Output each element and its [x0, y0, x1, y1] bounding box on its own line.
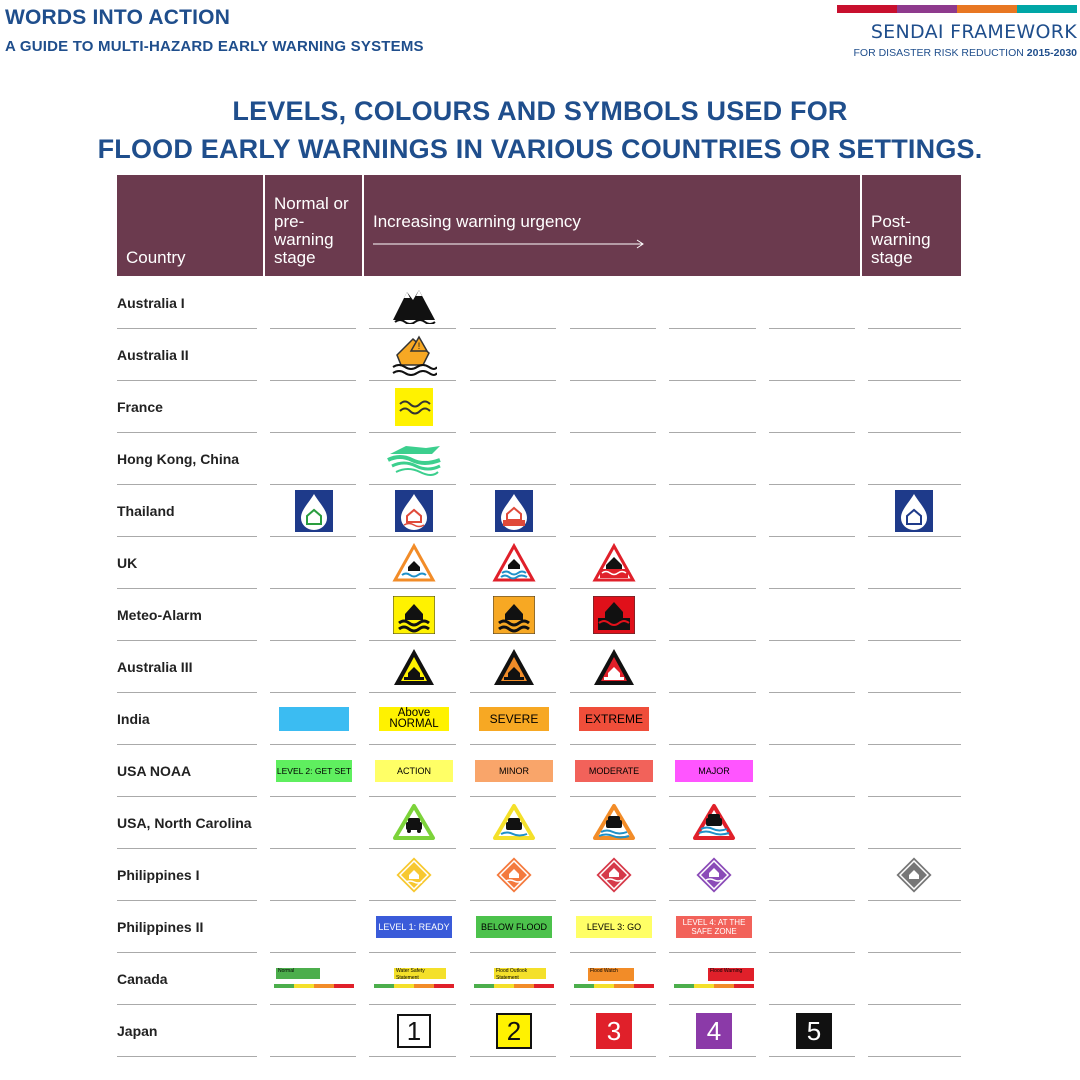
row-separator: [769, 328, 855, 329]
row-separator: [470, 328, 556, 329]
canada-water-safety-bar: Water Safety Statement: [368, 953, 460, 1005]
canada-flood-outlook-bar: Flood Outlook Statement: [468, 953, 560, 1005]
noaa-get-set: LEVEL 2: GET SET: [276, 760, 352, 782]
india-above-normal: Above NORMAL: [379, 707, 449, 731]
row-separator: [270, 588, 356, 589]
logo-tagline: FOR DISASTER RISK REDUCTION 2015-2030: [853, 47, 1077, 59]
row-separator: [669, 796, 756, 797]
row-separator: [470, 796, 556, 797]
row-separator: [570, 952, 656, 953]
row-separator: [117, 484, 257, 485]
row-separator: [117, 1004, 257, 1005]
row-separator: [470, 588, 556, 589]
row-separator: [769, 1004, 855, 1005]
row-separator: [369, 1004, 456, 1005]
row-separator: [270, 1004, 356, 1005]
row-separator: [470, 744, 556, 745]
row-separator: [369, 588, 456, 589]
japan-level-3: 3: [596, 1013, 632, 1049]
country-name: Australia III: [117, 659, 193, 675]
india-severe: SEVERE: [479, 707, 549, 731]
row-separator: [769, 744, 855, 745]
car-triangle-green-icon: [368, 797, 460, 849]
row-separator: [369, 1056, 456, 1057]
row-separator: [270, 848, 356, 849]
arrow-right-icon: [373, 238, 648, 250]
triangle-red-black-icon: [568, 641, 660, 693]
page-title: LEVELS, COLOURS AND SYMBOLS USED FOR FLOOD EARLY WARNINGS IN VARIOUS COUNTRIES OR SETTINGS.: [97, 96, 983, 164]
table-row: [0, 329, 1080, 381]
row-separator: [868, 692, 961, 693]
row-separator: [669, 900, 756, 901]
house-flood-warning-icon: [368, 329, 460, 381]
phil-level1: LEVEL 1: READY: [376, 916, 452, 938]
row-separator: [669, 588, 756, 589]
row-separator: [868, 432, 961, 433]
table-row: [0, 849, 1080, 901]
row-separator: [868, 848, 961, 849]
header-title: WORDS INTO ACTION: [5, 6, 231, 29]
car-triangle-orange-icon: [568, 797, 660, 849]
table-row: [0, 641, 1080, 693]
table-row: [0, 433, 1080, 485]
row-separator: [117, 796, 257, 797]
row-separator: [117, 692, 257, 693]
row-separator: [470, 952, 556, 953]
row-separator: [270, 328, 356, 329]
row-separator: [868, 952, 961, 953]
row-separator: [868, 536, 961, 537]
row-separator: [270, 432, 356, 433]
country-name: India: [117, 711, 150, 727]
noaa-minor: MINOR: [475, 760, 553, 782]
row-separator: [470, 900, 556, 901]
country-name: UK: [117, 555, 138, 571]
row-separator: [868, 796, 961, 797]
table-row: [0, 693, 1080, 745]
row-separator: [369, 744, 456, 745]
country-name: Philippines II: [117, 919, 204, 935]
row-separator: [270, 796, 356, 797]
row-separator: [868, 588, 961, 589]
country-name: Australia I: [117, 295, 185, 311]
row-separator: [369, 796, 456, 797]
meteo-red-icon: [568, 589, 660, 641]
table-row: [0, 485, 1080, 537]
row-separator: [769, 692, 855, 693]
row-separator: [570, 432, 656, 433]
row-separator: [769, 640, 855, 641]
car-triangle-red-icon: [668, 797, 760, 849]
country-name: Hong Kong, China: [117, 451, 240, 467]
header-increasing: Increasing warning urgency: [373, 212, 581, 231]
table-row: [0, 381, 1080, 433]
row-separator: [669, 484, 756, 485]
row-separator: [470, 692, 556, 693]
row-separator: [117, 588, 257, 589]
table-row: [0, 745, 1080, 797]
row-separator: [769, 588, 855, 589]
row-separator: [570, 692, 656, 693]
row-separator: [769, 1056, 855, 1057]
row-separator: [369, 692, 456, 693]
row-separator: [669, 328, 756, 329]
header-country: Country: [126, 248, 186, 267]
row-separator: [117, 380, 257, 381]
row-separator: [270, 536, 356, 537]
row-separator: [117, 744, 257, 745]
row-separator: [117, 900, 257, 901]
table-row: [0, 277, 1080, 329]
row-separator: [270, 744, 356, 745]
logo-stripes: [837, 5, 1077, 13]
table-row: [0, 901, 1080, 953]
row-separator: [117, 1056, 257, 1057]
row-separator: [669, 952, 756, 953]
japan-level-4: 4: [696, 1013, 732, 1049]
row-separator: [669, 380, 756, 381]
row-separator: [669, 692, 756, 693]
row-separator: [868, 1004, 961, 1005]
row-separator: [769, 900, 855, 901]
row-separator: [769, 432, 855, 433]
row-separator: [470, 536, 556, 537]
row-separator: [117, 328, 257, 329]
diamond-purple-icon: [668, 849, 760, 901]
phil-level4: LEVEL 4: AT THE SAFE ZONE: [676, 916, 752, 938]
triangle-red-severe-icon: [568, 537, 660, 589]
table-header: [117, 175, 961, 276]
row-separator: [369, 952, 456, 953]
drop-house-green-icon: [268, 485, 360, 537]
green-flood-icon: [368, 433, 460, 485]
noaa-moderate: MODERATE: [575, 760, 653, 782]
noaa-action: ACTION: [375, 760, 453, 782]
phil-level3: LEVEL 3: GO: [576, 916, 652, 938]
row-separator: [669, 1056, 756, 1057]
row-separator: [117, 640, 257, 641]
diamond-yellow-icon: [368, 849, 460, 901]
india-normal-swatch: [268, 693, 360, 745]
row-separator: [669, 848, 756, 849]
canada-flood-warning-bar: Flood Warning: [668, 953, 760, 1005]
canada-normal-bar: Normal: [268, 953, 360, 1005]
row-separator: [769, 484, 855, 485]
row-separator: [270, 1056, 356, 1057]
row-separator: [868, 640, 961, 641]
row-separator: [868, 484, 961, 485]
row-separator: [470, 432, 556, 433]
header-subtitle: A GUIDE TO MULTI-HAZARD EARLY WARNING SYSTEMS: [5, 38, 424, 55]
row-separator: [369, 536, 456, 537]
table-row: [0, 1005, 1080, 1057]
row-separator: [769, 952, 855, 953]
country-name: USA, North Carolina: [117, 815, 252, 831]
japan-level-1: 1: [397, 1014, 431, 1048]
row-separator: [369, 848, 456, 849]
row-separator: [570, 1004, 656, 1005]
row-separator: [769, 796, 855, 797]
svg-text:!: !: [417, 341, 421, 351]
row-separator: [117, 432, 257, 433]
logo-name: SENDAI FRAMEWORK: [870, 21, 1077, 43]
row-separator: [570, 744, 656, 745]
country-name: Japan: [117, 1023, 158, 1039]
waves-yellow-icon: [368, 381, 460, 433]
header-normal: Normal or pre-warning stage: [274, 194, 349, 267]
row-separator: [470, 640, 556, 641]
row-separator: [369, 640, 456, 641]
row-separator: [868, 744, 961, 745]
row-separator: [369, 484, 456, 485]
phil-below-flood: BELOW FLOOD: [476, 916, 552, 938]
noaa-major: MAJOR: [675, 760, 753, 782]
row-separator: [769, 536, 855, 537]
row-separator: [470, 484, 556, 485]
japan-level-2: 2: [496, 1013, 532, 1049]
row-separator: [570, 484, 656, 485]
row-separator: [369, 900, 456, 901]
row-separator: [570, 328, 656, 329]
row-separator: [868, 328, 961, 329]
row-separator: [570, 640, 656, 641]
row-separator: [570, 848, 656, 849]
row-separator: [669, 640, 756, 641]
row-separator: [868, 900, 961, 901]
india-extreme: EXTREME: [579, 707, 649, 731]
country-name: USA NOAA: [117, 763, 192, 779]
diamond-orange-icon: [468, 849, 560, 901]
meteo-orange-icon: [468, 589, 560, 641]
row-separator: [369, 328, 456, 329]
row-separator: [270, 640, 356, 641]
triangle-red-icon: [468, 537, 560, 589]
row-separator: [570, 536, 656, 537]
row-separator: [117, 848, 257, 849]
triangle-orange-icon: [368, 537, 460, 589]
row-separator: [570, 796, 656, 797]
row-separator: [669, 1004, 756, 1005]
row-separator: [868, 1056, 961, 1057]
row-separator: [270, 900, 356, 901]
meteo-yellow-icon: [368, 589, 460, 641]
canada-flood-watch-bar: Flood Watch: [568, 953, 660, 1005]
row-separator: [470, 1056, 556, 1057]
drop-house-blue-icon: [868, 485, 960, 537]
country-name: Thailand: [117, 503, 175, 519]
sendai-logo: [837, 5, 1077, 59]
row-separator: [570, 588, 656, 589]
country-name: Canada: [117, 971, 168, 987]
row-separator: [270, 692, 356, 693]
document-header: [5, 6, 424, 55]
row-separator: [769, 380, 855, 381]
row-separator: [470, 380, 556, 381]
country-name: Australia II: [117, 347, 189, 363]
triangle-yellow-black-icon: [368, 641, 460, 693]
row-separator: [470, 848, 556, 849]
header-post: Post-warning stage: [871, 212, 931, 267]
row-separator: [570, 1056, 656, 1057]
row-separator: [669, 744, 756, 745]
row-separator: [270, 484, 356, 485]
row-separator: [570, 900, 656, 901]
row-separator: [270, 380, 356, 381]
row-separator: [369, 380, 456, 381]
diamond-red-icon: [568, 849, 660, 901]
table-row: [0, 797, 1080, 849]
country-name: Philippines I: [117, 867, 200, 883]
row-separator: [769, 848, 855, 849]
row-separator: [117, 952, 257, 953]
row-separator: [669, 536, 756, 537]
table-row: [0, 537, 1080, 589]
row-separator: [868, 380, 961, 381]
row-separator: [570, 380, 656, 381]
row-separator: [117, 536, 257, 537]
table-row: [0, 953, 1080, 1005]
triangle-orange-black-icon: [468, 641, 560, 693]
diamond-grey-icon: [868, 849, 960, 901]
country-name: France: [117, 399, 163, 415]
row-separator: [369, 432, 456, 433]
drop-house-red-icon: [368, 485, 460, 537]
row-separator: [270, 952, 356, 953]
country-name: Meteo-Alarm: [117, 607, 202, 623]
car-triangle-yellow-icon: [468, 797, 560, 849]
row-separator: [470, 1004, 556, 1005]
mountain-flood-icon: [368, 277, 460, 329]
row-separator: [669, 432, 756, 433]
drop-house-flooded-icon: [468, 485, 560, 537]
table-row: [0, 589, 1080, 641]
japan-level-5: 5: [796, 1013, 832, 1049]
